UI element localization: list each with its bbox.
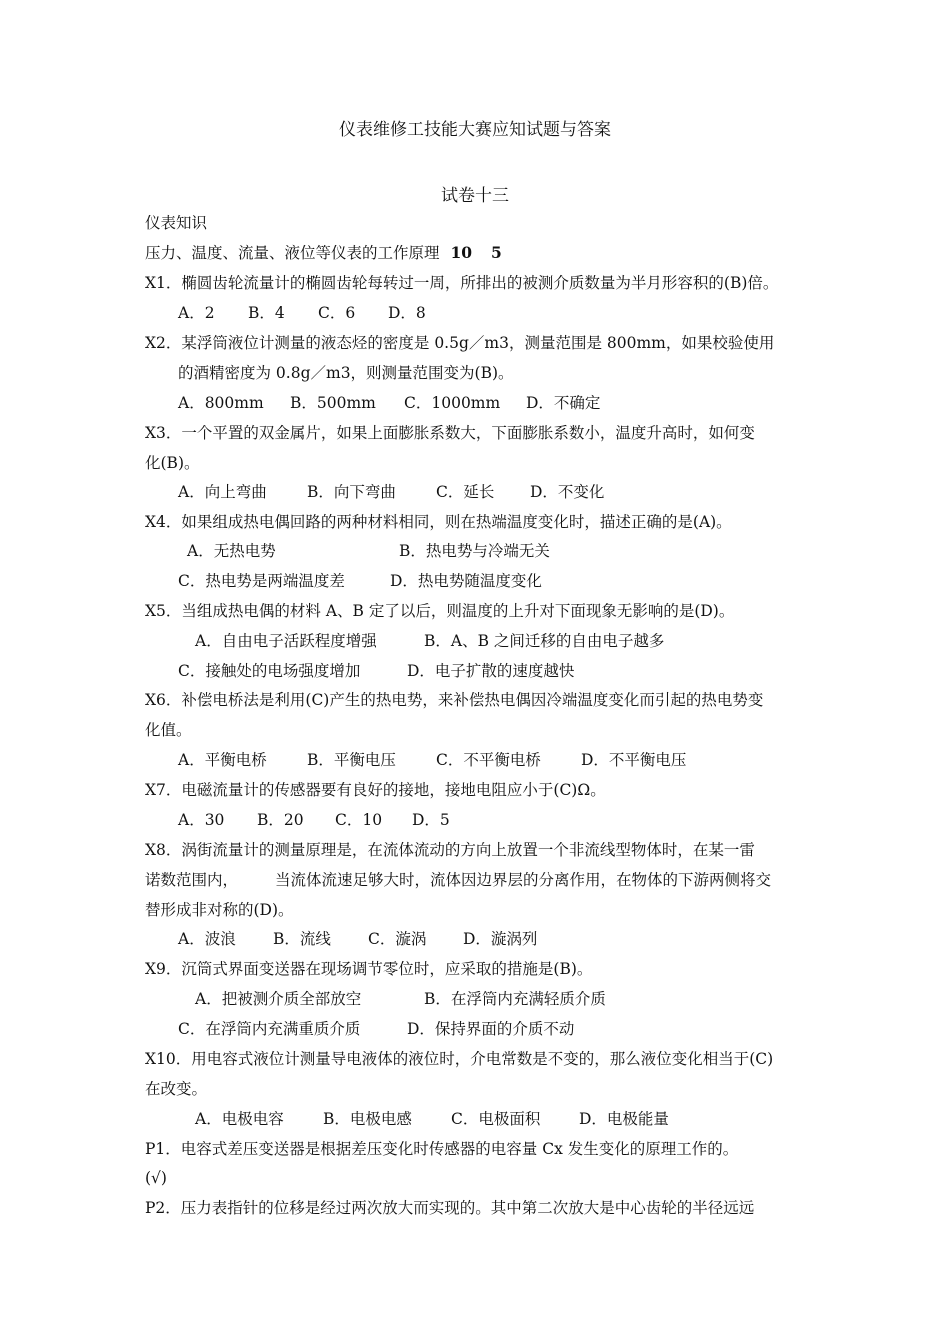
option: B．电极电感 — [323, 1110, 412, 1128]
option: C．延长 — [436, 483, 495, 501]
judgment-answer: (√) — [145, 1169, 167, 1187]
question-options — [178, 393, 600, 413]
option: D．热电势随温度变化 — [390, 572, 542, 590]
option: B．在浮筒内充满轻质介质 — [424, 990, 606, 1008]
question-stem-cont: 在改变。 — [145, 1080, 208, 1098]
option: C．在浮筒内充满重质介质 — [178, 1020, 361, 1038]
option: A．向上弯曲 — [178, 483, 267, 501]
option: D．电子扩散的速度越快 — [407, 662, 575, 680]
option: B．流线 — [273, 930, 331, 948]
option: C．不平衡电桥 — [436, 751, 541, 769]
option: A．2 — [178, 304, 215, 322]
question-stem: X2．某浮筒液位计测量的液态烃的密度是 0.5g／m3，测量范围是 800mm，如果校验使用 — [145, 334, 775, 352]
option: A．波浪 — [178, 930, 236, 948]
option: D．8 — [388, 304, 426, 322]
question-options — [178, 1019, 574, 1039]
option: B．4 — [248, 304, 285, 322]
question-stem-cont: 化值。 — [145, 721, 192, 739]
option: C．漩涡 — [368, 930, 427, 948]
topic-number-1: 10 — [450, 243, 473, 262]
option: B．热电势与冷端无关 — [399, 542, 550, 560]
option: D．电极能量 — [579, 1110, 669, 1128]
option: B．A、B 之间迁移的自由电子越多 — [424, 632, 665, 650]
question-stem-cont: 的酒精密度为 0.8g／m3，则测量范围变为(B)。 — [178, 364, 514, 382]
option: B．向下弯曲 — [307, 483, 396, 501]
topic-number-2: 5 — [490, 243, 502, 262]
option: D．保持界面的介质不动 — [407, 1020, 575, 1038]
question-stem-cont — [145, 870, 771, 890]
option: B．平衡电压 — [307, 751, 396, 769]
question-stem: X8．涡街流量计的测量原理是，在流体流动的方向上放置一个非流线型物体时，在某一雷 — [145, 841, 755, 859]
option: C．6 — [318, 304, 356, 322]
option: A．无热电势 — [187, 542, 276, 560]
section-heading: 仪表知识 — [145, 214, 208, 232]
option: D．不变化 — [530, 483, 605, 501]
option: D．5 — [412, 811, 450, 829]
question-stem: X6．补偿电桥法是利用(C)产生的热电势，来补偿热电偶因冷端温度变化而引起的热电势变 — [145, 691, 764, 709]
question-options — [178, 929, 537, 949]
option: C．1000mm — [404, 394, 501, 412]
question-stem: X5．当组成热电偶的材料 A、B 定了以后，则温度的上升对下面现象无影响的是(D)。 — [145, 602, 735, 620]
stem-part: 诺数范围内， — [145, 871, 239, 889]
question-options — [195, 989, 606, 1009]
question-stem: X1．椭圆齿轮流量计的椭圆齿轮每转过一周，所排出的被测介质数量为半月形容积的(B)倍。 — [145, 274, 779, 292]
option: C．10 — [335, 811, 383, 829]
option: A．平衡电桥 — [178, 751, 267, 769]
option: D．不确定 — [526, 394, 601, 412]
page-title: 仪表维修工技能大赛应知试题与答案 — [339, 120, 611, 140]
question-stem: X10．用电容式液位计测量导电液体的液位时，介电常数是不变的，那么液位变化相当于(C) — [145, 1050, 774, 1068]
option: A．30 — [178, 811, 225, 829]
option: C．接触处的电场强度增加 — [178, 662, 361, 680]
option: B．500mm — [290, 394, 376, 412]
question-stem-cont: 替形成非对称的(D)。 — [145, 901, 294, 919]
topic-heading — [145, 243, 502, 263]
option: A．把被测介质全部放空 — [195, 990, 362, 1008]
question-options — [178, 750, 686, 770]
option: C．电极面积 — [451, 1110, 541, 1128]
question-stem-cont: 化(B)。 — [145, 454, 200, 472]
option: A．自由电子活跃程度增强 — [195, 632, 377, 650]
option: D．漩涡列 — [463, 930, 538, 948]
question-options — [178, 571, 542, 591]
option: C．热电势是两端温度差 — [178, 572, 345, 590]
judgment-stem: P1．电容式差压变送器是根据差压变化时传感器的电容量 Cx 发生变化的原理工作的。 — [145, 1140, 739, 1158]
question-stem: X9．沉筒式界面变送器在现场调节零位时，应采取的措施是(B)。 — [145, 960, 593, 978]
option: B．20 — [257, 811, 304, 829]
option: A．电极电容 — [195, 1110, 284, 1128]
question-options — [178, 303, 426, 323]
question-options — [187, 541, 550, 561]
question-stem: X7．电磁流量计的传感器要有良好的接地，接地电阻应小于(C)Ω。 — [145, 781, 606, 799]
option: D．不平衡电压 — [581, 751, 687, 769]
stem-part: 当流体流速足够大时，流体因边界层的分离作用，在物体的下游两侧将交 — [275, 871, 772, 889]
topic-text: 压力、温度、流量、液位等仪表的工作原理 — [145, 244, 440, 262]
question-options — [195, 1109, 669, 1129]
question-options — [195, 631, 664, 651]
question-options — [178, 810, 450, 830]
page-subtitle: 试卷十三 — [441, 186, 509, 206]
question-options — [178, 482, 604, 502]
option: A．800mm — [178, 394, 264, 412]
question-stem: X3．一个平置的双金属片，如果上面膨胀系数大，下面膨胀系数小，温度升高时，如何变 — [145, 424, 755, 442]
question-options — [178, 661, 574, 681]
judgment-stem: P2．压力表指针的位移是经过两次放大而实现的。其中第二次放大是中心齿轮的半径远远 — [145, 1199, 755, 1217]
question-stem: X4．如果组成热电偶回路的两种材料相同，则在热端温度变化时，描述正确的是(A)。 — [145, 513, 732, 531]
